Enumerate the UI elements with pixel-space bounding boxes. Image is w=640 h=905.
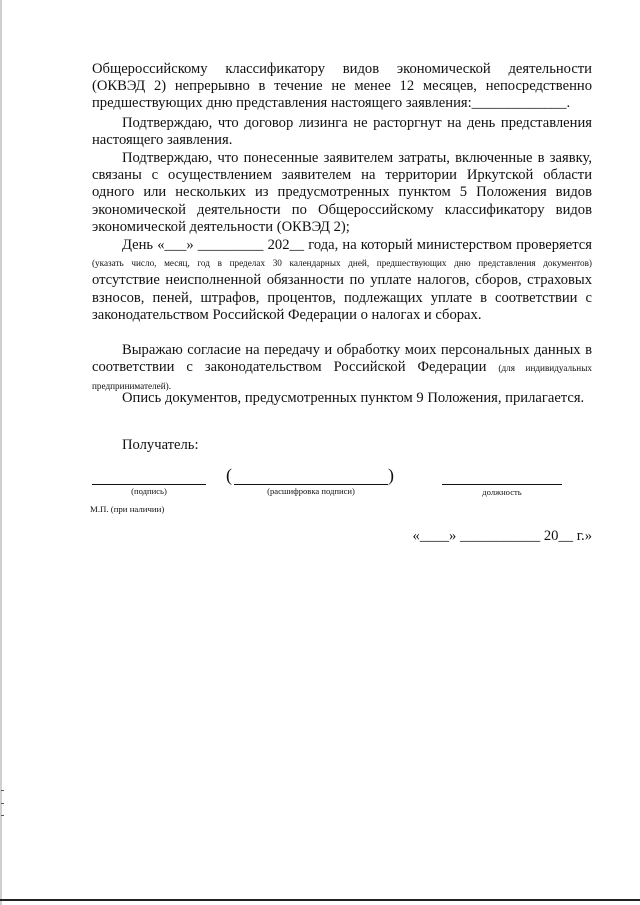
paragraph-leasing (92, 115, 592, 149)
paragraph-costs (92, 150, 592, 236)
paragraph-inventory (92, 390, 592, 407)
stamp-note: М.П. (при наличии) (90, 504, 165, 514)
tax-check-tail: отсутствие неисполненной обязанности по уплате налогов, сборов, страховых взносов, пеней, штрафов, процентов, подлежащих уплате в соответствии с законодательством Российской Федерации о налогах и сборах. (92, 272, 592, 323)
paragraph-text: Общероссийскому классификатору видов экономической деятельности (ОКВЭД 2) непрерывно в течение не менее 12 месяцев, непосредственно предшествующих дню представления настоящего заявления:_____________. (92, 61, 592, 112)
paragraph-okved-continuation (92, 61, 592, 113)
name-decode-caption: (расшифровка подписи) (267, 486, 355, 496)
signature-line[interactable] (92, 484, 206, 485)
scan-bottom-edge (0, 899, 640, 901)
paragraph-text: Подтверждаю, что договор лизинга не расторгнут на день представления настоящего заявления. (92, 115, 592, 149)
date-field[interactable]: «____» ___________ 20__ г.» (412, 528, 592, 544)
paragraph-tax-check (92, 237, 592, 324)
recipient-label: Получатель: (122, 437, 199, 453)
scan-mark (1, 803, 4, 804)
position-caption: должность (482, 487, 522, 497)
scan-mark (1, 790, 4, 791)
paragraph-text: Опись документов, предусмотренных пунктом 9 Положения, прилагается. (122, 390, 585, 406)
paragraph-text: Подтверждаю, что понесенные заявителем затраты, включенные в заявку, связаны с осуществлением заявителем на территории Иркутской области одного или нескольких из предусмотренных пунктом 5 Положения видов экономической деятельности по Общероссийскому классификатору видов экономической деятельности (ОКВЭД 2); (92, 150, 592, 235)
scan-left-edge (0, 0, 2, 905)
signature-caption: (подпись) (131, 486, 167, 496)
scan-mark (1, 815, 4, 816)
position-line[interactable] (442, 484, 562, 485)
close-paren: ) (388, 465, 394, 485)
name-decode-line[interactable] (234, 484, 388, 485)
open-paren: ( (226, 465, 232, 485)
consent-note: (для индивидуальных предпринимателей). (92, 363, 592, 392)
consent-text: Выражаю согласие на передачу и обработку моих персональных данных в соответствии с законодательством Российской Федерации (92, 342, 592, 376)
tax-check-lead: День «___» _________ 202__ года, на который министерством проверяется (122, 237, 592, 253)
tax-check-note: (указать число, месяц, год в пределах 30 календарных дней, предшествующих дню представления документов) (92, 258, 592, 269)
paragraph-consent (92, 342, 592, 396)
